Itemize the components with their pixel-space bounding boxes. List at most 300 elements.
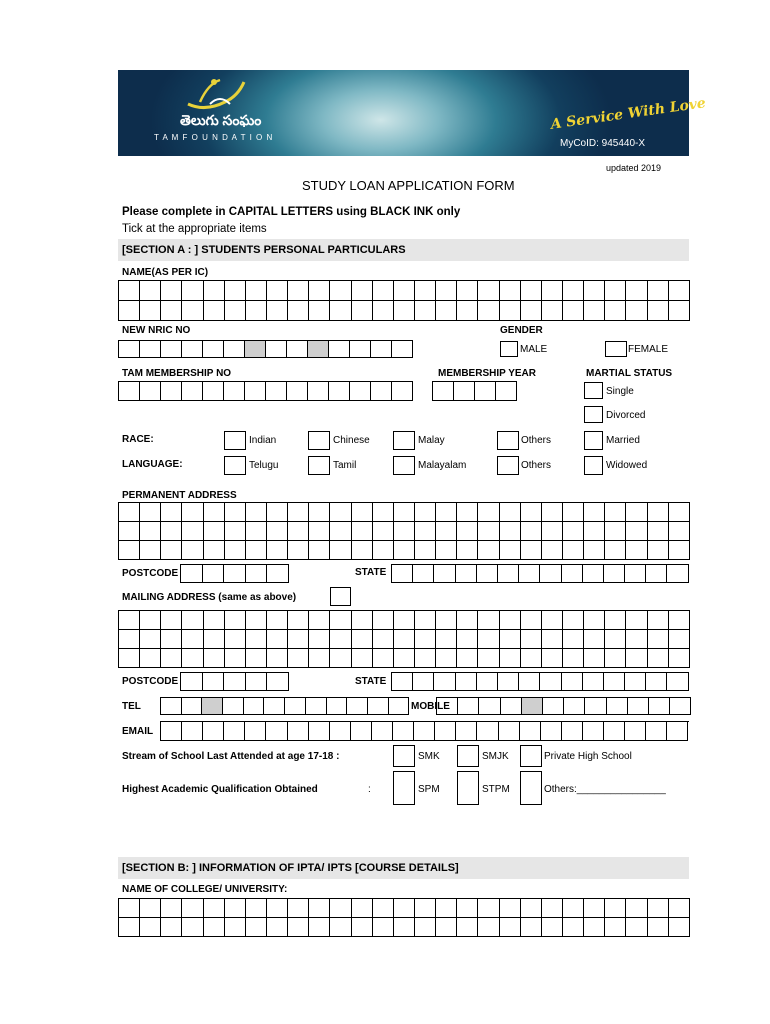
entry-cell[interactable]: [563, 649, 584, 668]
entry-cell[interactable]: [584, 649, 605, 668]
entry-cell[interactable]: [246, 281, 267, 301]
entry-cell[interactable]: [372, 722, 393, 741]
entry-cell[interactable]: [646, 722, 667, 741]
entry-cell[interactable]: [204, 522, 225, 541]
entry-cell[interactable]: [140, 541, 161, 560]
entry-cell[interactable]: [648, 281, 669, 301]
entry-cell[interactable]: [648, 649, 669, 668]
entry-cell[interactable]: [140, 522, 161, 541]
entry-cell[interactable]: [285, 698, 306, 715]
entry-cell[interactable]: [646, 673, 667, 691]
entry-cell[interactable]: [413, 565, 434, 583]
name-grid[interactable]: [118, 280, 690, 321]
entry-cell[interactable]: [626, 630, 647, 649]
lang-tamil-checkbox[interactable]: [308, 456, 330, 475]
tam-membership-grid[interactable]: [118, 381, 413, 401]
entry-cell[interactable]: [500, 503, 521, 522]
entry-cell[interactable]: [521, 918, 542, 937]
entry-cell[interactable]: [161, 382, 182, 401]
permanent-address-grid[interactable]: [118, 502, 690, 560]
entry-cell[interactable]: [119, 899, 140, 918]
stream-private-checkbox[interactable]: [520, 745, 542, 767]
entry-cell[interactable]: [119, 522, 140, 541]
entry-cell[interactable]: [352, 503, 373, 522]
entry-cell[interactable]: [246, 673, 268, 691]
entry-cell[interactable]: [352, 301, 373, 321]
entry-cell[interactable]: [563, 281, 584, 301]
entry-cell[interactable]: [521, 649, 542, 668]
entry-cell[interactable]: [415, 899, 436, 918]
entry-cell[interactable]: [266, 722, 287, 741]
entry-cell[interactable]: [669, 301, 690, 321]
entry-cell[interactable]: [563, 522, 584, 541]
entry-cell[interactable]: [181, 673, 203, 691]
entry-cell[interactable]: [182, 630, 203, 649]
entry-cell[interactable]: [182, 918, 203, 937]
entry-cell[interactable]: [182, 698, 203, 715]
entry-cell[interactable]: [542, 522, 563, 541]
entry-cell[interactable]: [521, 630, 542, 649]
entry-cell[interactable]: [309, 918, 330, 937]
entry-cell[interactable]: [182, 899, 203, 918]
entry-cell[interactable]: [496, 382, 517, 401]
entry-cell[interactable]: [288, 541, 309, 560]
entry-cell[interactable]: [500, 918, 521, 937]
entry-cell[interactable]: [245, 722, 266, 741]
race-malay-checkbox[interactable]: [393, 431, 415, 450]
entry-cell[interactable]: [604, 722, 625, 741]
entry-cell[interactable]: [309, 722, 330, 741]
tel-grid[interactable]: [160, 697, 409, 715]
entry-cell[interactable]: [669, 899, 690, 918]
entry-cell[interactable]: [352, 649, 373, 668]
entry-cell[interactable]: [667, 722, 688, 741]
entry-cell[interactable]: [330, 541, 351, 560]
widowed-checkbox[interactable]: [584, 456, 603, 475]
entry-cell[interactable]: [140, 382, 161, 401]
entry-cell[interactable]: [564, 698, 585, 715]
entry-cell[interactable]: [436, 918, 457, 937]
entry-cell[interactable]: [626, 541, 647, 560]
entry-cell[interactable]: [519, 565, 540, 583]
entry-cell[interactable]: [435, 722, 456, 741]
mailing-state-grid[interactable]: [391, 672, 689, 691]
entry-cell[interactable]: [498, 673, 519, 691]
entry-cell[interactable]: [584, 301, 605, 321]
entry-cell[interactable]: [225, 301, 246, 321]
entry-cell[interactable]: [457, 301, 478, 321]
entry-cell[interactable]: [246, 918, 267, 937]
entry-cell[interactable]: [479, 698, 500, 715]
entry-cell[interactable]: [203, 673, 225, 691]
entry-cell[interactable]: [161, 522, 182, 541]
entry-cell[interactable]: [394, 918, 415, 937]
entry-cell[interactable]: [415, 301, 436, 321]
entry-cell[interactable]: [119, 630, 140, 649]
entry-cell[interactable]: [477, 722, 498, 741]
entry-cell[interactable]: [182, 341, 203, 358]
entry-cell[interactable]: [119, 503, 140, 522]
entry-cell[interactable]: [605, 281, 626, 301]
entry-cell[interactable]: [563, 503, 584, 522]
entry-cell[interactable]: [161, 918, 182, 937]
entry-cell[interactable]: [352, 630, 373, 649]
entry-cell[interactable]: [161, 541, 182, 560]
entry-cell[interactable]: [140, 503, 161, 522]
entry-cell[interactable]: [140, 649, 161, 668]
entry-cell[interactable]: [182, 503, 203, 522]
entry-cell[interactable]: [605, 899, 626, 918]
entry-cell[interactable]: [667, 673, 688, 691]
entry-cell[interactable]: [415, 611, 436, 630]
entry-cell[interactable]: [288, 611, 309, 630]
entry-cell[interactable]: [394, 522, 415, 541]
entry-cell[interactable]: [457, 630, 478, 649]
entry-cell[interactable]: [330, 281, 351, 301]
entry-cell[interactable]: [669, 541, 690, 560]
entry-cell[interactable]: [267, 281, 288, 301]
entry-cell[interactable]: [604, 565, 625, 583]
entry-cell[interactable]: [309, 281, 330, 301]
entry-cell[interactable]: [500, 630, 521, 649]
entry-cell[interactable]: [434, 565, 455, 583]
entry-cell[interactable]: [352, 541, 373, 560]
entry-cell[interactable]: [605, 611, 626, 630]
entry-cell[interactable]: [288, 899, 309, 918]
single-checkbox[interactable]: [584, 382, 603, 399]
entry-cell[interactable]: [415, 503, 436, 522]
entry-cell[interactable]: [245, 382, 266, 401]
entry-cell[interactable]: [605, 541, 626, 560]
entry-cell[interactable]: [436, 611, 457, 630]
entry-cell[interactable]: [605, 649, 626, 668]
entry-cell[interactable]: [347, 698, 368, 715]
entry-cell[interactable]: [267, 565, 289, 583]
entry-cell[interactable]: [225, 281, 246, 301]
entry-cell[interactable]: [225, 899, 246, 918]
entry-cell[interactable]: [394, 649, 415, 668]
same-as-above-checkbox[interactable]: [330, 587, 351, 606]
entry-cell[interactable]: [161, 611, 182, 630]
entry-cell[interactable]: [542, 301, 563, 321]
entry-cell[interactable]: [267, 899, 288, 918]
entry-cell[interactable]: [626, 918, 647, 937]
entry-cell[interactable]: [478, 281, 499, 301]
entry-cell[interactable]: [475, 382, 496, 401]
entry-cell[interactable]: [244, 698, 265, 715]
entry-cell[interactable]: [288, 503, 309, 522]
entry-cell[interactable]: [266, 382, 287, 401]
entry-cell[interactable]: [498, 565, 519, 583]
entry-cell[interactable]: [204, 918, 225, 937]
entry-cell[interactable]: [392, 565, 413, 583]
mailing-postcode-grid[interactable]: [180, 672, 289, 691]
entry-cell[interactable]: [500, 611, 521, 630]
entry-cell[interactable]: [478, 611, 499, 630]
entry-cell[interactable]: [204, 301, 225, 321]
entry-cell[interactable]: [309, 541, 330, 560]
entry-cell[interactable]: [625, 722, 646, 741]
entry-cell[interactable]: [161, 722, 182, 741]
entry-cell[interactable]: [436, 503, 457, 522]
entry-cell[interactable]: [225, 630, 246, 649]
entry-cell[interactable]: [500, 522, 521, 541]
qual-spm-checkbox[interactable]: [393, 771, 415, 805]
entry-cell[interactable]: [542, 630, 563, 649]
entry-cell[interactable]: [267, 673, 289, 691]
entry-cell[interactable]: [309, 899, 330, 918]
entry-cell[interactable]: [415, 630, 436, 649]
entry-cell[interactable]: [161, 649, 182, 668]
entry-cell[interactable]: [203, 565, 225, 583]
entry-cell[interactable]: [246, 899, 267, 918]
entry-cell[interactable]: [521, 301, 542, 321]
entry-cell[interactable]: [604, 673, 625, 691]
entry-cell[interactable]: [352, 611, 373, 630]
entry-cell[interactable]: [204, 503, 225, 522]
email-grid[interactable]: [160, 721, 689, 741]
entry-cell[interactable]: [394, 301, 415, 321]
entry-cell[interactable]: [394, 611, 415, 630]
entry-cell[interactable]: [329, 382, 350, 401]
entry-cell[interactable]: [669, 522, 690, 541]
entry-cell[interactable]: [330, 503, 351, 522]
entry-cell[interactable]: [648, 301, 669, 321]
mailing-address-grid[interactable]: [118, 610, 690, 668]
entry-cell[interactable]: [584, 899, 605, 918]
entry-cell[interactable]: [119, 301, 140, 321]
entry-cell[interactable]: [500, 541, 521, 560]
entry-cell[interactable]: [649, 698, 670, 715]
entry-cell[interactable]: [605, 301, 626, 321]
entry-cell[interactable]: [288, 722, 309, 741]
entry-cell[interactable]: [350, 382, 371, 401]
entry-cell[interactable]: [204, 630, 225, 649]
entry-cell[interactable]: [119, 649, 140, 668]
entry-cell[interactable]: [626, 522, 647, 541]
entry-cell[interactable]: [521, 522, 542, 541]
entry-cell[interactable]: [373, 899, 394, 918]
entry-cell[interactable]: [373, 281, 394, 301]
entry-cell[interactable]: [182, 301, 203, 321]
entry-cell[interactable]: [605, 522, 626, 541]
entry-cell[interactable]: [161, 630, 182, 649]
entry-cell[interactable]: [224, 341, 245, 358]
entry-cell[interactable]: [521, 541, 542, 560]
entry-cell[interactable]: [415, 281, 436, 301]
entry-cell[interactable]: [119, 382, 140, 401]
entry-cell[interactable]: [648, 541, 669, 560]
entry-cell[interactable]: [667, 565, 688, 583]
entry-cell[interactable]: [563, 611, 584, 630]
entry-cell[interactable]: [267, 630, 288, 649]
entry-cell[interactable]: [181, 565, 203, 583]
entry-cell[interactable]: [454, 382, 475, 401]
membership-year-grid[interactable]: [432, 381, 517, 401]
entry-cell[interactable]: [393, 722, 414, 741]
entry-cell[interactable]: [457, 503, 478, 522]
entry-cell[interactable]: [584, 918, 605, 937]
entry-cell[interactable]: [330, 611, 351, 630]
entry-cell[interactable]: [540, 565, 561, 583]
entry-cell[interactable]: [246, 565, 268, 583]
entry-cell[interactable]: [648, 918, 669, 937]
entry-cell[interactable]: [394, 541, 415, 560]
race-indian-checkbox[interactable]: [224, 431, 246, 450]
entry-cell[interactable]: [456, 673, 477, 691]
entry-cell[interactable]: [204, 899, 225, 918]
entry-cell[interactable]: [521, 899, 542, 918]
entry-cell[interactable]: [542, 611, 563, 630]
entry-cell[interactable]: [267, 611, 288, 630]
entry-cell[interactable]: [203, 382, 224, 401]
mobile-grid[interactable]: [436, 697, 691, 715]
entry-cell[interactable]: [500, 649, 521, 668]
entry-cell[interactable]: [648, 503, 669, 522]
entry-cell[interactable]: [288, 630, 309, 649]
entry-cell[interactable]: [563, 541, 584, 560]
entry-cell[interactable]: [288, 522, 309, 541]
entry-cell[interactable]: [437, 698, 458, 715]
entry-cell[interactable]: [457, 611, 478, 630]
entry-cell[interactable]: [371, 382, 392, 401]
entry-cell[interactable]: [224, 565, 246, 583]
entry-cell[interactable]: [542, 281, 563, 301]
nric-grid[interactable]: [118, 340, 413, 358]
entry-cell[interactable]: [224, 673, 246, 691]
entry-cell[interactable]: [306, 698, 327, 715]
entry-cell[interactable]: [478, 649, 499, 668]
entry-cell[interactable]: [457, 918, 478, 937]
entry-cell[interactable]: [669, 611, 690, 630]
entry-cell[interactable]: [352, 918, 373, 937]
entry-cell[interactable]: [648, 611, 669, 630]
entry-cell[interactable]: [457, 649, 478, 668]
entry-cell[interactable]: [161, 281, 182, 301]
entry-cell[interactable]: [329, 341, 350, 358]
entry-cell[interactable]: [267, 541, 288, 560]
entry-cell[interactable]: [436, 630, 457, 649]
entry-cell[interactable]: [520, 722, 541, 741]
entry-cell[interactable]: [521, 611, 542, 630]
entry-cell[interactable]: [182, 541, 203, 560]
entry-cell[interactable]: [436, 899, 457, 918]
entry-cell[interactable]: [246, 522, 267, 541]
entry-cell[interactable]: [246, 301, 267, 321]
entry-cell[interactable]: [584, 522, 605, 541]
entry-cell[interactable]: [626, 301, 647, 321]
entry-cell[interactable]: [392, 673, 413, 691]
entry-cell[interactable]: [223, 698, 244, 715]
entry-cell[interactable]: [415, 649, 436, 668]
entry-cell[interactable]: [373, 630, 394, 649]
entry-cell[interactable]: [330, 918, 351, 937]
entry-cell[interactable]: [140, 899, 161, 918]
lang-malayalam-checkbox[interactable]: [393, 456, 415, 475]
entry-cell[interactable]: [288, 281, 309, 301]
entry-cell[interactable]: [457, 899, 478, 918]
entry-cell[interactable]: [140, 301, 161, 321]
entry-cell[interactable]: [327, 698, 348, 715]
entry-cell[interactable]: [563, 899, 584, 918]
stream-smk-checkbox[interactable]: [393, 745, 415, 767]
entry-cell[interactable]: [626, 503, 647, 522]
entry-cell[interactable]: [584, 503, 605, 522]
entry-cell[interactable]: [267, 649, 288, 668]
race-chinese-checkbox[interactable]: [308, 431, 330, 450]
entry-cell[interactable]: [352, 522, 373, 541]
entry-cell[interactable]: [626, 899, 647, 918]
entry-cell[interactable]: [309, 649, 330, 668]
entry-cell[interactable]: [478, 899, 499, 918]
entry-cell[interactable]: [288, 649, 309, 668]
entry-cell[interactable]: [140, 281, 161, 301]
married-checkbox[interactable]: [584, 431, 603, 450]
entry-cell[interactable]: [182, 649, 203, 668]
entry-cell[interactable]: [309, 522, 330, 541]
entry-cell[interactable]: [330, 649, 351, 668]
entry-cell[interactable]: [394, 630, 415, 649]
entry-cell[interactable]: [266, 341, 287, 358]
entry-cell[interactable]: [264, 698, 285, 715]
lang-others-checkbox[interactable]: [497, 456, 519, 475]
entry-cell[interactable]: [478, 301, 499, 321]
entry-cell[interactable]: [225, 541, 246, 560]
entry-cell[interactable]: [521, 503, 542, 522]
entry-cell[interactable]: [436, 541, 457, 560]
entry-cell[interactable]: [648, 522, 669, 541]
entry-cell[interactable]: [415, 918, 436, 937]
entry-cell[interactable]: [670, 698, 691, 715]
entry-cell[interactable]: [626, 611, 647, 630]
entry-cell[interactable]: [563, 301, 584, 321]
entry-cell[interactable]: [373, 522, 394, 541]
entry-cell[interactable]: [182, 722, 203, 741]
entry-cell[interactable]: [330, 630, 351, 649]
entry-cell[interactable]: [478, 541, 499, 560]
entry-cell[interactable]: [140, 630, 161, 649]
entry-cell[interactable]: [415, 522, 436, 541]
entry-cell[interactable]: [330, 899, 351, 918]
entry-cell[interactable]: [225, 649, 246, 668]
entry-cell[interactable]: [584, 630, 605, 649]
entry-cell[interactable]: [500, 281, 521, 301]
entry-cell[interactable]: [246, 611, 267, 630]
entry-cell[interactable]: [373, 649, 394, 668]
entry-cell[interactable]: [457, 281, 478, 301]
entry-cell[interactable]: [436, 649, 457, 668]
entry-cell[interactable]: [625, 673, 646, 691]
entry-cell[interactable]: [414, 722, 435, 741]
entry-cell[interactable]: [436, 281, 457, 301]
entry-cell[interactable]: [458, 698, 479, 715]
entry-cell[interactable]: [373, 541, 394, 560]
entry-cell[interactable]: [371, 341, 392, 358]
entry-cell[interactable]: [246, 630, 267, 649]
entry-cell[interactable]: [457, 541, 478, 560]
entry-cell[interactable]: [140, 611, 161, 630]
entry-cell[interactable]: [351, 722, 372, 741]
entry-cell[interactable]: [161, 503, 182, 522]
female-checkbox[interactable]: [605, 341, 627, 357]
entry-cell[interactable]: [542, 918, 563, 937]
entry-cell[interactable]: [267, 522, 288, 541]
entry-cell[interactable]: [605, 918, 626, 937]
entry-cell[interactable]: [246, 503, 267, 522]
entry-cell[interactable]: [224, 382, 245, 401]
state-grid[interactable]: [391, 564, 689, 583]
entry-cell[interactable]: [477, 673, 498, 691]
